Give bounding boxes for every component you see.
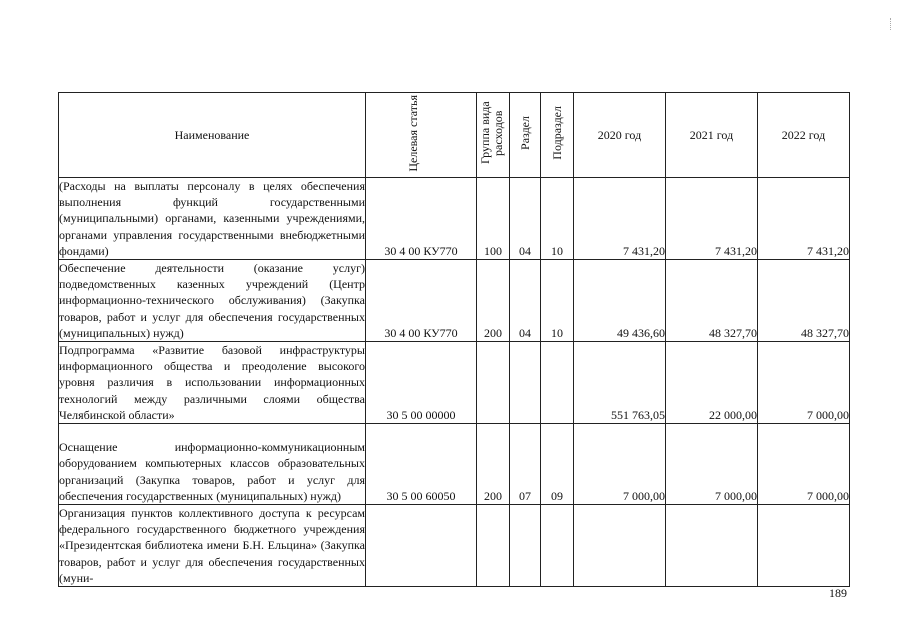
row-2020: 49 436,60 — [574, 260, 666, 342]
row-group: 200 — [477, 260, 510, 342]
row-2020: 7 000,00 — [574, 424, 666, 505]
row-name: (Расходы на выплаты персоналу в целях обеспечения выполнения функций государственными (муниципальными) органами, казенными учреждениями, органами управления государственными внебюджетными фондами) — [59, 179, 365, 258]
row-name: Оснащение информационно-коммуникационным оборудованием компьютерных классов образовательных организаций (Закупка товаров, работ и услуг для обеспечения государственных (муниципальных) нужд) — [59, 424, 366, 505]
budget-table — [58, 92, 850, 587]
row-target — [366, 505, 477, 587]
row-2020: 551 763,05 — [574, 342, 666, 424]
row-target: 30 5 00 60050 — [366, 424, 477, 505]
row-2022: 7 000,00 — [758, 424, 850, 505]
row-2021: 48 327,70 — [666, 260, 758, 342]
row-subsection: 10 — [541, 260, 574, 342]
header-target-label: Целевая статья — [406, 94, 420, 172]
row-name: Организация пунктов коллективного доступа к ресурсам федерального государственного бюджетного учреждения «Президентская библиотека имени Б.Н. Ельцина» (Закупка товаров, работ и услуг для обеспечения государственных (муни- — [59, 506, 365, 585]
row-subsection — [541, 342, 574, 424]
row-group: 200 — [477, 424, 510, 505]
row-2022: 7 431,20 — [758, 178, 850, 260]
table-row — [59, 424, 850, 505]
row-target: 30 4 00 КУ770 — [366, 260, 477, 342]
header-name: Наименование — [59, 93, 366, 178]
header-group — [477, 93, 510, 178]
page-number: 189 — [829, 586, 847, 600]
row-section: 04 — [510, 178, 541, 260]
row-2021: 22 000,00 — [666, 342, 758, 424]
row-2021: 7 431,20 — [666, 178, 758, 260]
row-2022: 48 327,70 — [758, 260, 850, 342]
row-group — [477, 505, 510, 587]
row-subsection: 10 — [541, 178, 574, 260]
header-2022: 2022 год — [758, 93, 850, 178]
header-subsection-label: Подраздел — [549, 106, 564, 160]
header-target — [366, 93, 477, 178]
row-2021: 7 000,00 — [666, 424, 758, 505]
row-section: 07 — [510, 424, 541, 505]
row-2020 — [574, 505, 666, 587]
row-name: Подпрограмма «Развитие базовой инфраструктуры информационного общества и преодоление высокого уровня различия в использовании информационных технологий между различными слоями общества Челябинской области» — [59, 343, 365, 422]
row-name: Обеспечение деятельности (оказание услуг) подведомственных казенных учреждений (Центр информационно-технического обслуживания) (Закупка товаров, работ и услуг для обеспечения государственных (муниципальных) нужд) — [59, 261, 365, 340]
header-section-label: Раздел — [517, 116, 532, 150]
row-2022: 7 000,00 — [758, 342, 850, 424]
row-target: 30 5 00 00000 — [366, 342, 477, 424]
row-2022 — [758, 505, 850, 587]
table-row — [59, 342, 850, 424]
row-group — [477, 342, 510, 424]
row-2020: 7 431,20 — [574, 178, 666, 260]
header-section — [510, 93, 541, 178]
table-row — [59, 178, 850, 260]
table-header-row — [59, 93, 850, 178]
header-2021: 2021 год — [666, 93, 758, 178]
header-2020: 2020 год — [574, 93, 666, 178]
row-2021 — [666, 505, 758, 587]
row-section — [510, 505, 541, 587]
table-row — [59, 505, 850, 587]
row-target: 30 4 00 КУ770 — [366, 178, 477, 260]
row-subsection: 09 — [541, 424, 574, 505]
row-section — [510, 342, 541, 424]
table-row — [59, 260, 850, 342]
header-group-label: Группа вида расходов — [478, 101, 505, 165]
header-subsection — [541, 93, 574, 178]
margin-mark — [890, 18, 892, 30]
row-subsection — [541, 505, 574, 587]
row-section: 04 — [510, 260, 541, 342]
row-group: 100 — [477, 178, 510, 260]
